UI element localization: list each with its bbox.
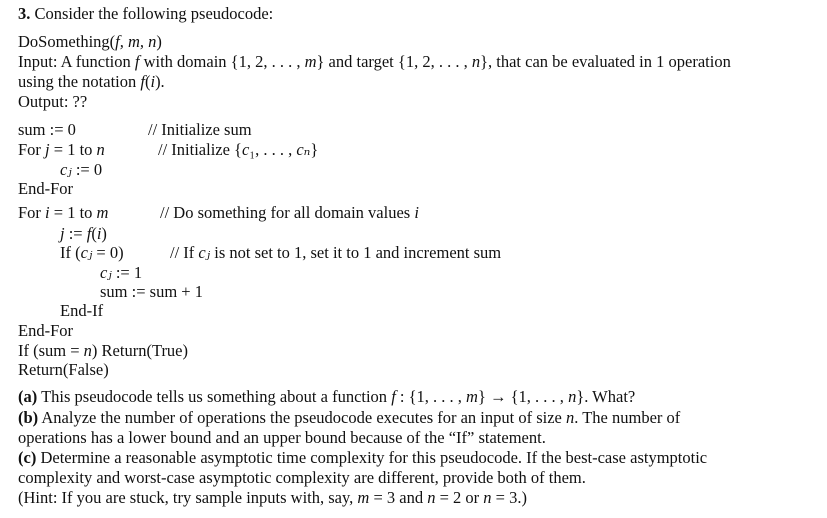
math-symbol: n <box>483 488 492 507</box>
math-symbol: n <box>96 140 105 159</box>
text-segment: sum := sum + 1 <box>100 282 203 301</box>
math-symbol: i <box>45 203 50 222</box>
text-segment: := 0 <box>71 160 103 179</box>
text-segment: complexity and worst-case asymptotic complexity are different, provide both of them. <box>18 468 586 487</box>
question-b-cont <box>18 428 546 448</box>
math-symbol: i <box>414 203 419 222</box>
text-segment: If (sum = <box>18 341 84 360</box>
code-line <box>18 179 73 199</box>
text-segment: := <box>64 224 87 243</box>
math-symbol: ⱼ <box>205 243 211 262</box>
text-segment: using the notation <box>18 72 141 91</box>
code-comment <box>160 203 419 223</box>
math-symbol: c <box>80 243 88 262</box>
question-a <box>18 387 635 407</box>
text-segment: ₁ <box>249 140 256 159</box>
text-segment: Analyze the number of operations the pseudocode executes for an input of size <box>38 408 566 427</box>
text-segment: operations has a lower bound and an upper bound because of the “If” statement. <box>18 428 546 447</box>
code-line <box>18 203 108 223</box>
question-c <box>18 448 707 468</box>
question-c-cont <box>18 468 586 488</box>
math-symbol: ⱼ <box>67 160 72 179</box>
text-segment: DoSomething( <box>18 32 116 51</box>
math-symbol: j <box>45 140 50 159</box>
math-symbol: ⱼ <box>87 243 93 262</box>
code-line <box>60 301 103 321</box>
math-symbol: c <box>198 243 206 262</box>
code-line <box>60 224 107 244</box>
text-segment: // Do something for all domain values <box>160 203 415 222</box>
text-segment: = 0) <box>92 243 124 262</box>
math-symbol: m <box>466 387 478 406</box>
text-segment: ( <box>91 224 97 243</box>
text-segment: This pseudocode tells us something about a function <box>37 387 392 406</box>
text-segment: End-For <box>18 321 73 340</box>
code-line <box>60 160 102 180</box>
input-description-cont <box>18 72 165 92</box>
math-symbol: f, m, n <box>115 32 157 51</box>
math-symbol: i <box>96 224 102 243</box>
math-symbol: m <box>357 488 370 507</box>
text-segment: ) <box>156 32 162 51</box>
text-segment: (Hint: If you are stuck, try sample inputs with, say, <box>18 488 358 507</box>
math-symbol: f <box>140 72 145 91</box>
text-segment: (a) <box>18 387 38 406</box>
text-segment: // Initialize sum <box>148 120 252 139</box>
text-segment: sum := 0 <box>18 120 76 139</box>
text-segment: = 3 and <box>369 488 428 507</box>
code-line <box>18 140 105 160</box>
text-segment: } and target {1, 2, . . . , <box>316 52 472 71</box>
text-segment: = 1 to <box>49 140 97 159</box>
function-signature <box>18 32 162 52</box>
text-segment: Input: A function <box>18 52 135 71</box>
code-line <box>18 341 188 361</box>
text-segment: If ( <box>60 243 81 262</box>
math-symbol: m <box>304 52 317 71</box>
math-symbol: n <box>568 387 577 406</box>
code-line <box>18 321 73 341</box>
math-symbol: ⱼ <box>107 263 112 282</box>
math-symbol: c <box>296 140 304 159</box>
text-segment: (c) <box>18 448 37 467</box>
math-symbol: i <box>150 72 156 91</box>
text-segment: := 1 <box>111 263 143 282</box>
math-symbol: c <box>100 263 108 282</box>
math-symbol: n <box>471 52 481 71</box>
text-segment: : {1, . . . , <box>395 387 467 406</box>
math-symbol: f <box>391 387 396 406</box>
text-segment: ) <box>101 224 107 243</box>
text-segment: . The number of <box>574 408 681 427</box>
text-segment: For <box>18 140 46 159</box>
code-line <box>100 282 203 302</box>
math-symbol: m <box>96 203 109 222</box>
code-comment <box>148 120 252 140</box>
text-segment: = 1 to <box>49 203 97 222</box>
text-segment: End-If <box>60 301 104 320</box>
text-segment: End-For <box>18 179 73 198</box>
math-symbol: j <box>60 224 65 243</box>
text-segment: Output: ?? <box>18 92 88 111</box>
text-segment: For <box>18 203 46 222</box>
text-segment: // If <box>170 243 199 262</box>
hint <box>18 488 527 508</box>
code-comment <box>170 243 501 263</box>
code-line <box>60 243 124 263</box>
text-segment: ) Return(True) <box>91 341 189 360</box>
input-description <box>18 52 731 72</box>
question-b <box>18 408 680 428</box>
text-segment: = 3.) <box>491 488 527 507</box>
text-segment: }. What? <box>576 387 636 406</box>
text-segment: 3. <box>18 4 31 23</box>
code-line <box>18 120 76 140</box>
text-segment: } → {1, . . . , <box>477 387 569 406</box>
code-line <box>100 263 142 283</box>
text-segment: }, that can be evaluated in 1 operation <box>480 52 731 71</box>
math-symbol: n <box>83 341 92 360</box>
code-line <box>18 360 109 380</box>
text-segment: = 2 or <box>435 488 484 507</box>
text-segment: (b) <box>18 408 39 427</box>
math-symbol: ₙ <box>303 140 311 159</box>
math-symbol: n <box>427 488 436 507</box>
text-segment: ( <box>144 72 151 91</box>
output-description <box>18 92 87 112</box>
text-segment: is not set to 1, set it to 1 and increment sum <box>210 243 502 262</box>
code-comment <box>158 140 318 160</box>
math-symbol: f <box>134 52 140 71</box>
text-segment: Consider the following pseudocode: <box>30 4 274 23</box>
math-symbol: c <box>241 140 250 159</box>
math-symbol: n <box>566 408 575 427</box>
text-segment: // Initialize { <box>158 140 242 159</box>
text-segment: } <box>310 140 319 159</box>
math-symbol: c <box>60 160 68 179</box>
text-segment: , . . . , <box>255 140 297 159</box>
text-segment: Determine a reasonable asymptotic time complexity for this pseudocode. If the best-case astymptotic <box>36 448 708 467</box>
text-segment: Return(False) <box>18 360 109 379</box>
math-symbol: f <box>86 224 92 243</box>
problem-heading <box>18 4 273 24</box>
text-segment: with domain {1, 2, . . . , <box>139 52 305 71</box>
text-segment: ). <box>155 72 165 91</box>
